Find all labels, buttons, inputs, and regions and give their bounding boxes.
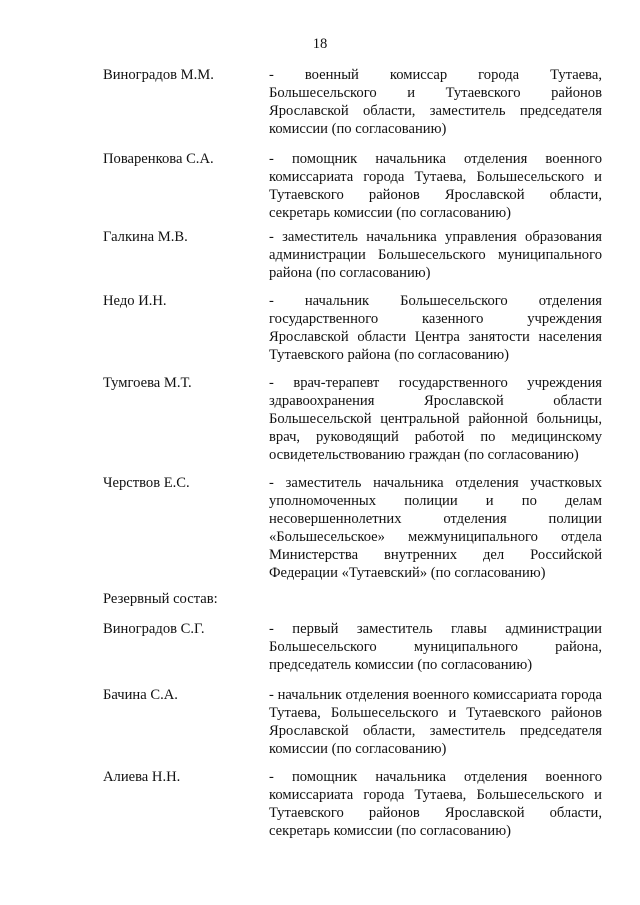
reserve-description: - первый заместитель главы администрации Большесельского муниципального района, председатель комиссии (по согласованию) <box>269 621 602 673</box>
reserve-name: Виноградов С.Г. <box>103 621 205 637</box>
member-description: - врач-терапевт государственного учреждения здравоохранения Ярославской области Большесельской центральной районной больницы, врач, руководящий работой по медицинскому освидетельствованию граждан (по согласованию) <box>269 375 602 463</box>
reserve-description: - помощник начальника отделения военного комиссариата города Тутаева, Большесельского и Тутаевского районов Ярославской области, секретарь комиссии (по согласованию) <box>269 769 602 839</box>
reserve-heading: Резервный состав: <box>103 591 218 607</box>
member-name: Виноградов М.М. <box>103 67 214 83</box>
member-name: Галкина М.В. <box>103 229 188 245</box>
member-name: Черствов Е.С. <box>103 475 190 491</box>
member-description: - заместитель начальника управления образования администрации Большесельского муниципального района (по согласованию) <box>269 229 602 281</box>
page-number: 18 <box>312 36 328 52</box>
member-description: - заместитель начальника отделения участковых уполномоченных полиции и по делам несовершеннолетних отделения полиции «Большесельское» межмуниципального отдела Министерства внутренних дел Российской Федерации «Тутаевский» (по согласованию) <box>269 475 602 581</box>
member-description: - военный комиссар города Тутаева, Большесельского и Тутаевского районов Ярославской области, заместитель председателя комиссии (по согласованию) <box>269 67 602 137</box>
reserve-name: Бачина С.А. <box>103 687 178 703</box>
member-name: Поваренкова С.А. <box>103 151 214 167</box>
reserve-name: Алиева Н.Н. <box>103 769 181 785</box>
member-name: Недо И.Н. <box>103 293 167 309</box>
member-name: Тумгоева М.Т. <box>103 375 192 391</box>
reserve-description: - начальник отделения военного комиссариата города Тутаева, Большесельского и Тутаевского районов Ярославской области, заместитель председателя комиссии (по согласованию) <box>269 687 602 757</box>
member-description: - помощник начальника отделения военного комиссариата города Тутаева, Большесельского и Тутаевского районов Ярославской области, секретарь комиссии (по согласованию) <box>269 151 602 221</box>
member-description: - начальник Большесельского отделения государственного казенного учреждения Ярославской области Центра занятости населения Тутаевского района (по согласованию) <box>269 293 602 363</box>
